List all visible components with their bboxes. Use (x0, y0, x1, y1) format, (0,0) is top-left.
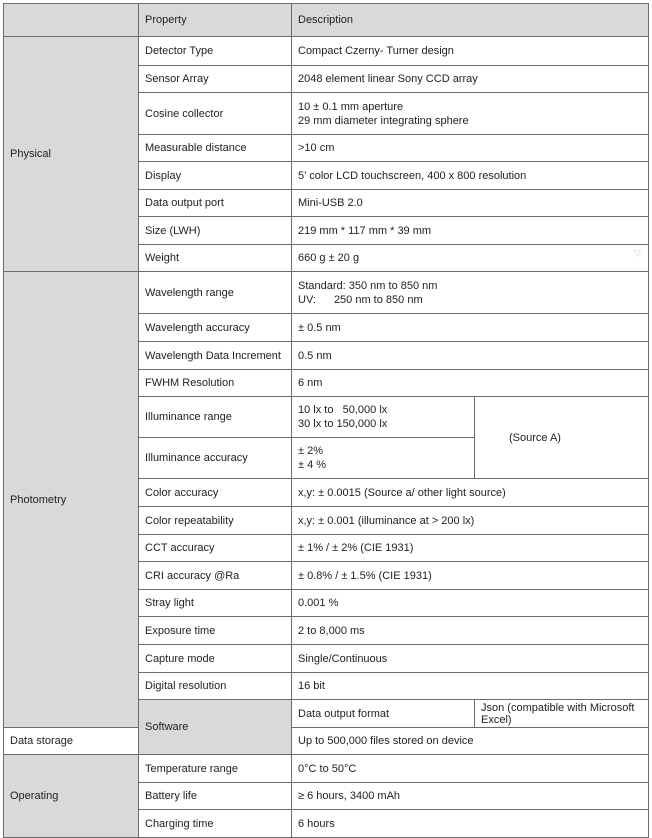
description-line: 30 lx to 150,000 lx (298, 418, 388, 430)
description-cell: 0.001 % (292, 590, 649, 617)
description-line: 29 mm diameter integrating sphere (298, 114, 469, 127)
category-operating: Operating (4, 755, 139, 838)
description-cell: >10 cm (292, 135, 649, 162)
description-cell (292, 397, 475, 438)
property-cell: Illuminance accuracy (139, 438, 292, 479)
category-physical: Physical (4, 37, 139, 272)
table-row (4, 37, 649, 66)
category-photometry: Photometry (4, 272, 139, 728)
description-line (298, 293, 642, 307)
property-cell: Size (LWH) (139, 217, 292, 245)
standard-value: 350 nm to 850 nm (348, 279, 438, 292)
property-cell: Exposure time (139, 617, 292, 645)
property-cell: Display (139, 162, 292, 190)
property-cell: Color accuracy (139, 479, 292, 507)
property-cell: CRI accuracy @Ra (139, 562, 292, 590)
description-line (298, 279, 642, 293)
description-cell: x,y: ± 0.001 (illuminance at > 200 lx) (292, 507, 649, 535)
description-cell: 2048 element linear Sony CCD array (292, 66, 649, 93)
description-cell: 6 hours (292, 810, 649, 838)
uv-label: UV: (298, 293, 316, 306)
property-cell: Cosine collector (139, 93, 292, 135)
property-cell: Color repeatability (139, 507, 292, 535)
description-cell: 0°C to 50°C (292, 755, 649, 783)
table-row (4, 755, 649, 783)
property-cell: Measurable distance (139, 135, 292, 162)
description-cell: 5’ color LCD touchscreen, 400 x 800 resolution (292, 162, 649, 190)
cell-dropdown-marker-icon: ▽ (634, 248, 641, 258)
property-cell: Detector Type (139, 37, 292, 66)
property-cell: Weight (139, 245, 292, 272)
header-category-cell (4, 4, 139, 37)
illuminance-note: (Source A) (475, 397, 649, 479)
property-cell: Capture mode (139, 645, 292, 673)
description-cell: x,y: ± 0.0015 (Source a/ other light source) (292, 479, 649, 507)
description-cell: Up to 500,000 files stored on device (292, 728, 649, 755)
description-cell: 660 g ± 20 g (292, 245, 649, 272)
property-cell: Stray light (139, 590, 292, 617)
property-cell: Data output format (292, 700, 475, 728)
property-cell: Digital resolution (139, 673, 292, 700)
description-cell: 2 to 8,000 ms (292, 617, 649, 645)
property-cell: Battery life (139, 783, 292, 810)
description-cell: ± 0.5 nm (292, 314, 649, 342)
description-line: ± 4 % (298, 459, 327, 471)
description-cell: 0.5 nm (292, 342, 649, 370)
property-cell: Sensor Array (139, 66, 292, 93)
description-cell (292, 93, 649, 135)
description-cell: 6 nm (292, 370, 649, 397)
property-cell: Wavelength range (139, 272, 292, 314)
description-line: 10 lx to 50,000 lx (298, 404, 388, 416)
table-row (4, 272, 649, 314)
description-cell: Single/Continuous (292, 645, 649, 673)
property-cell: Wavelength accuracy (139, 314, 292, 342)
property-cell: Illuminance range (139, 397, 292, 438)
table-row (4, 728, 649, 755)
description-cell: 219 mm * 117 mm * 39 mm (292, 217, 649, 245)
description-cell: Compact Czerny- Turner design (292, 37, 649, 66)
description-cell: 16 bit (292, 673, 649, 700)
specifications-table (3, 3, 649, 838)
property-cell: Data storage (4, 728, 139, 755)
header-row (4, 4, 649, 37)
header-property: Property (139, 4, 292, 37)
description-line: ± 2% (298, 445, 323, 457)
property-cell: CCT accuracy (139, 535, 292, 562)
property-cell: Temperature range (139, 755, 292, 783)
property-cell: FWHM Resolution (139, 370, 292, 397)
property-cell: Data output port (139, 190, 292, 217)
description-cell (292, 272, 649, 314)
description-cell: Mini-USB 2.0 (292, 190, 649, 217)
standard-label: Standard: (298, 279, 346, 292)
description-cell (292, 438, 475, 479)
description-cell: ≥ 6 hours, 3400 mAh (292, 783, 649, 810)
property-cell: Wavelength Data Increment (139, 342, 292, 370)
category-software: Software (139, 700, 292, 755)
description-cell: ± 1% / ± 2% (CIE 1931) (292, 535, 649, 562)
header-description: Description (292, 4, 649, 37)
uv-value: 250 nm to 850 nm (333, 293, 423, 306)
description-line: 10 ± 0.1 mm aperture (298, 100, 404, 113)
description-cell: ± 0.8% / ± 1.5% (CIE 1931) (292, 562, 649, 590)
property-cell: Charging time (139, 810, 292, 838)
description-cell: Json (compatible with Microsoft Excel) (475, 700, 649, 728)
